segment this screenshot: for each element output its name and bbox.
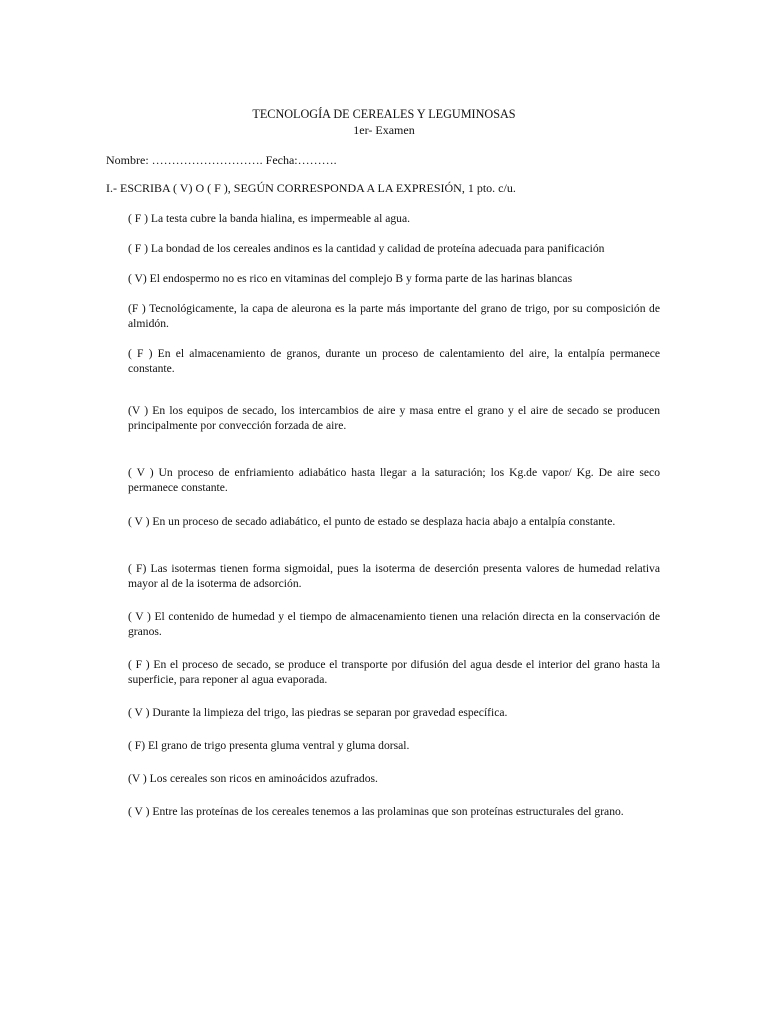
question-item: ( F) Las isotermas tienen forma sigmoidal, pues la isoterma de deserción presenta valores de humedad relativa mayor al de la isoterma de adsorción.	[128, 562, 660, 590]
question-item: ( V ) Entre las proteínas de los cereales tenemos a las prolaminas que son proteínas estructurales del grano.	[128, 805, 624, 818]
question-item: ( F) El grano de trigo presenta gluma ventral y gluma dorsal.	[128, 739, 410, 752]
question-item: ( V ) El contenido de humedad y el tiempo de almacenamiento tienen una relación directa en la conservación de granos.	[128, 610, 660, 638]
section-heading: I.- ESCRIBA ( V) O ( F ), SEGÚN CORRESPONDA A LA EXPRESIÓN, 1 pto. c/u.	[106, 181, 516, 195]
question-item: ( V ) En un proceso de secado adiabático, el punto de estado se desplaza hacia abajo a entalpía constante.	[128, 515, 616, 528]
document-title: TECNOLOGÍA DE CEREALES Y LEGUMINOSAS	[252, 107, 516, 121]
question-item: (V ) En los equipos de secado, los intercambios de aire y masa entre el grano y el aire de secado se producen principalmente por convección forzada de aire.	[128, 404, 660, 432]
name-date-line: Nombre: ………………………. Fecha:……….	[106, 153, 337, 167]
question-item: ( V) El endospermo no es rico en vitaminas del complejo B y forma parte de las harinas blancas	[128, 272, 573, 285]
document-subtitle: 1er- Examen	[353, 123, 415, 137]
question-item: ( F ) En el proceso de secado, se produce el transporte por difusión del agua desde el interior del grano hasta la superficie, para reponer al agua evaporada.	[128, 658, 660, 686]
question-item: ( V ) Un proceso de enfriamiento adiabático hasta llegar a la saturación; los Kg.de vapor/ Kg. De aire seco permanece constante.	[128, 466, 660, 494]
question-item: ( F ) En el almacenamiento de granos, durante un proceso de calentamiento del aire, la entalpía permanece constante.	[128, 347, 660, 375]
question-item: (F ) Tecnológicamente, la capa de aleurona es la parte más importante del grano de trigo, por su composición de almidón.	[128, 302, 660, 330]
question-item: ( V ) Durante la limpieza del trigo, las piedras se separan por gravedad específica.	[128, 706, 508, 719]
question-item: ( F ) La testa cubre la banda hialina, es impermeable al agua.	[128, 212, 410, 225]
question-item: ( F ) La bondad de los cereales andinos es la cantidad y calidad de proteína adecuada para panificación	[128, 242, 605, 255]
question-item: (V ) Los cereales son ricos en aminoácidos azufrados.	[128, 772, 378, 785]
